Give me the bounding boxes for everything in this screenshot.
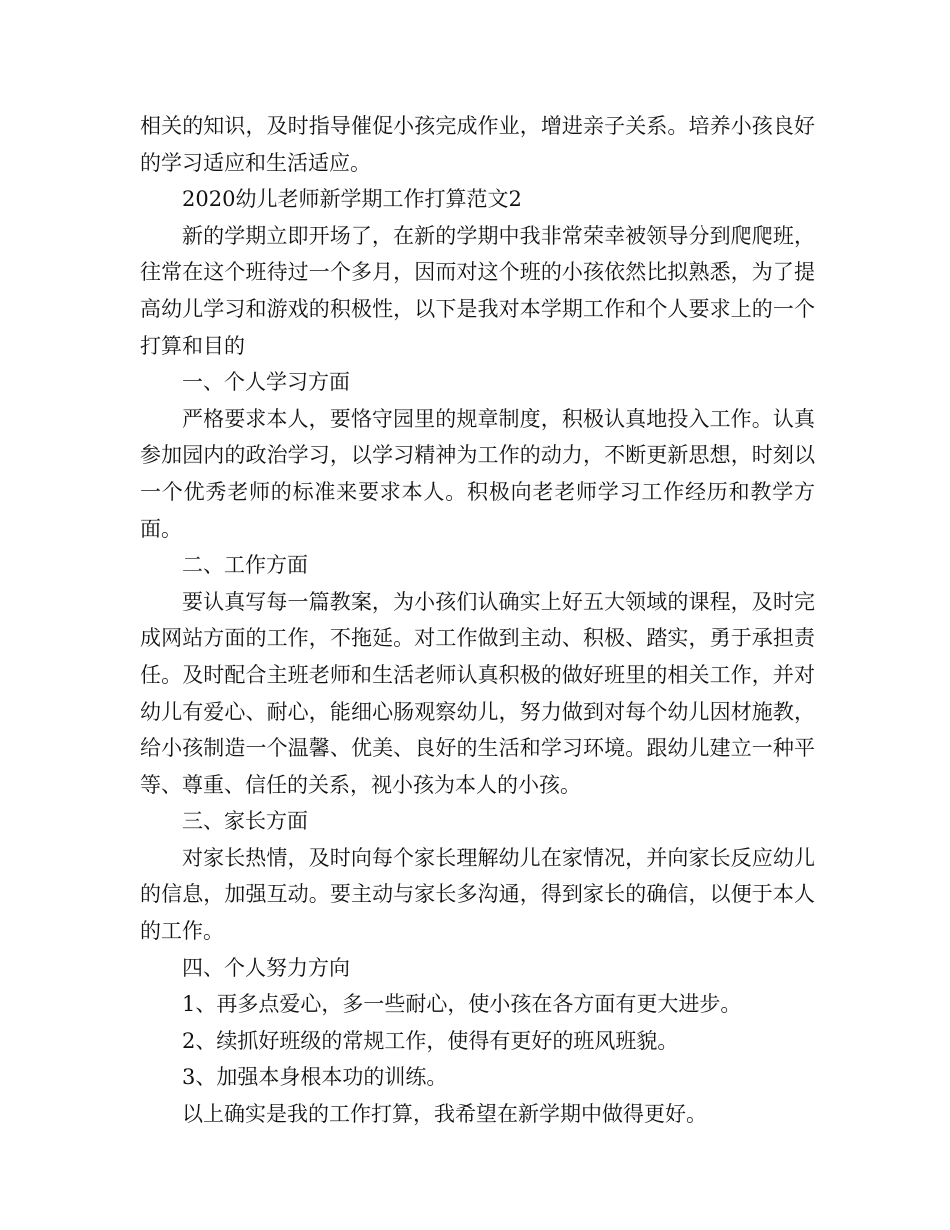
- paragraph-closing: 以上确实是我的工作打算，我希望在新学期中做得更好。: [182, 1102, 707, 1127]
- paragraph-parents: 对家长热情，及时向每个家长理解幼儿在家情况，并向家长反应幼儿的信息，加强互动。要主动与家长多沟通，得到家长的确信，以便于本人的工作。: [140, 845, 815, 944]
- list-item: 3、加强本身根本功的训练。: [182, 1065, 448, 1090]
- section-title: 2020幼儿老师新学期工作打算范文2: [182, 187, 522, 212]
- paragraph-continuation: 相关的知识，及时指导催促小孩完成作业，增进亲子关系。培养小孩良好的学习适应和生活适应。: [140, 114, 815, 175]
- list-item: 1、再多点爱心，多一些耐心，使小孩在各方面有更大进步。: [182, 992, 742, 1017]
- list-item: 2、续抓好班级的常规工作，使得有更好的班风班貌。: [182, 1028, 679, 1053]
- paragraph-personal-study: 严格要求本人，要恪守园里的规章制度，积极认真地投入工作。认真参加园内的政治学习，以学习精神为工作的动力，不断更新思想，时刻以一个优秀老师的标准来要求本人。积极向老老师学习工作经历和教学方面。: [140, 406, 815, 541]
- paragraph-intro: 新的学期立即开场了，在新的学期中我非常荣幸被领导分到爬爬班，往常在这个班待过一个多月，因而对这个班的小孩依然比拟熟悉，为了提高幼儿学习和游戏的积极性，以下是我对本学期工作和个人要求上的一个打算和目的: [140, 223, 815, 358]
- heading-work: 二、工作方面: [182, 553, 308, 578]
- heading-parents: 三、家长方面: [182, 809, 308, 834]
- paragraph-work: 要认真写每一篇教案，为小孩们认确实上好五大领域的课程，及时完成网站方面的工作，不拖延。对工作做到主动、积极、踏实，勇于承担责任。及时配合主班老师和生活老师认真积极的做好班里的相关工作，并对幼儿有爱心、耐心，能细心肠观察幼儿，努力做到对每个幼儿因材施教，给小孩制造一个温馨、优美、良好的生活和学习环境。跟幼儿建立一种平等、尊重、信任的关系，视小孩为本人的小孩。: [140, 589, 815, 797]
- document-body: [140, 108, 815, 1133]
- heading-personal-study: 一、个人学习方面: [182, 370, 350, 395]
- heading-personal-effort: 四、个人努力方向: [182, 955, 350, 980]
